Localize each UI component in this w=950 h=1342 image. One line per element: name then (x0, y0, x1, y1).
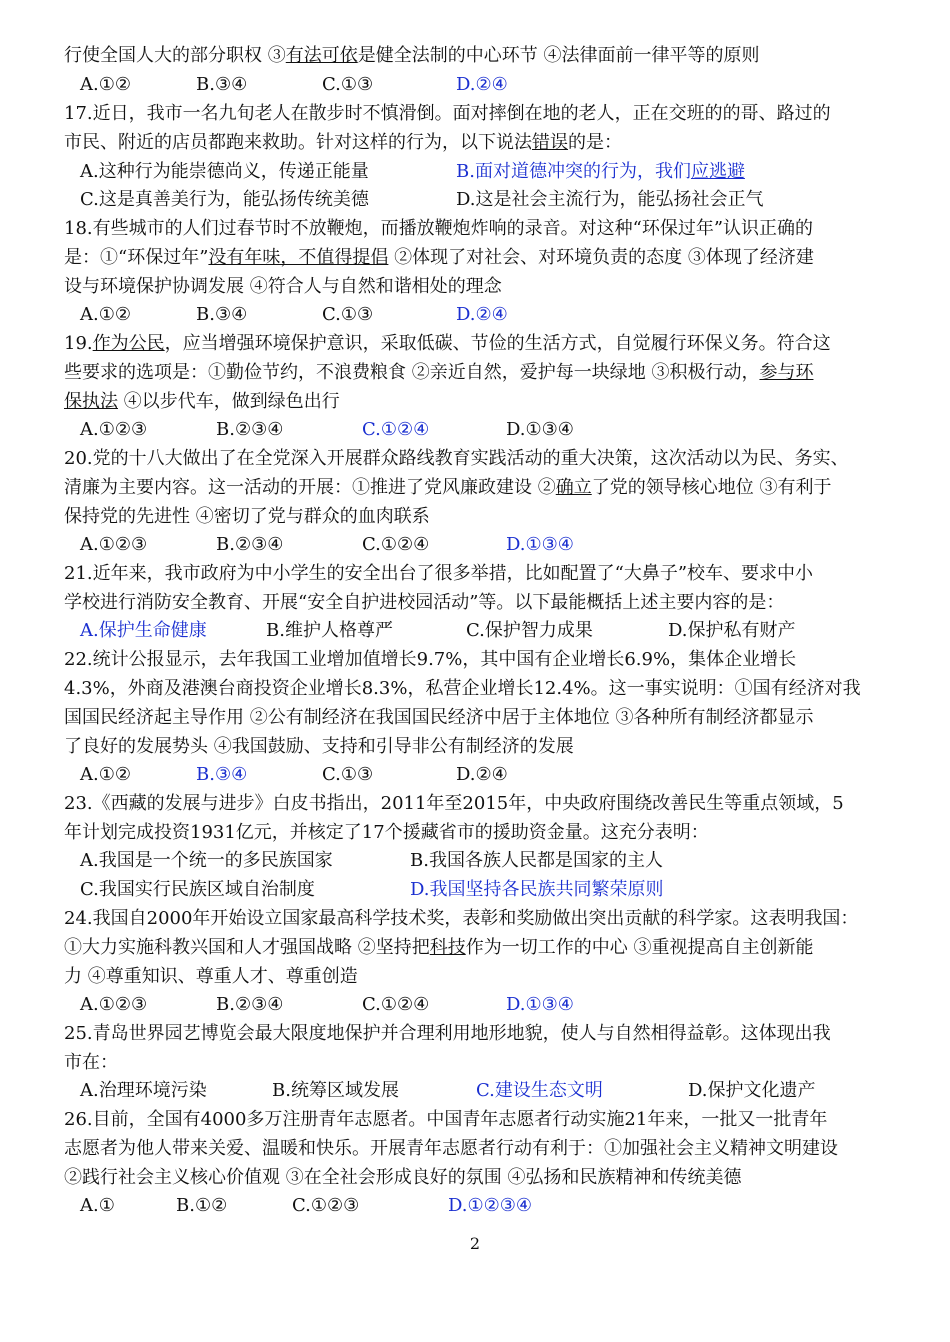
answer-option: C.①③ (322, 74, 374, 95)
answer-option: B.②③④ (216, 419, 284, 440)
underlined-text: 作为公民 (92, 333, 165, 354)
answer-option: C.①②③ (292, 1195, 360, 1216)
answer-option: A.①② (80, 764, 131, 785)
answer-option-correct: A.保护生命健康 (80, 620, 207, 641)
answer-option: A.①② (80, 304, 131, 325)
answer-option: D.保护文化遗产 (688, 1080, 816, 1101)
answer-option: D.②④ (456, 764, 508, 785)
question-text-line: 力 ④尊重知识、尊重人才、尊重创造 (64, 966, 358, 987)
answer-option: C.①②④ (362, 994, 430, 1015)
answer-option: A.我国是一个统一的多民族国家 (80, 850, 333, 871)
answer-option-correct: D.②④ (456, 304, 508, 325)
question-text-line: 17.近日，我市一名九旬老人在散步时不慎滑倒。面对摔倒在地的老人，正在交班的的哥、路过的 (64, 103, 831, 124)
answer-option: A.① (80, 1195, 115, 1216)
answer-option: B.②③④ (216, 994, 284, 1015)
answer-option: C.这是真善美行为，能弘扬传统美德 (80, 189, 369, 210)
answer-option: C.①③ (322, 764, 374, 785)
answer-option-correct: C.建设生态文明 (476, 1080, 603, 1101)
answer-option: B.①② (176, 1195, 228, 1216)
answer-option: B.③④ (196, 74, 248, 95)
answer-option: B.②③④ (216, 534, 284, 555)
question-text-line: 21.近年来，我市政府为中小学生的安全出台了很多举措，比如配置了“大鼻子”校车、要求中小 (64, 563, 814, 584)
underlined-text: 有法可依 (285, 45, 358, 66)
answer-option-correct: B.面对道德冲突的行为，我们应逃避 (456, 161, 745, 182)
answer-option: A.①② (80, 74, 131, 95)
answer-option-correct: D.①②③④ (448, 1195, 533, 1216)
question-text-line: 保执法 ④以步代车，做到绿色出行 (64, 391, 340, 412)
answer-option: C.我国实行民族区域自治制度 (80, 879, 315, 900)
answer-option: B.统筹区域发展 (272, 1080, 399, 1101)
question-text-line: 19.作为公民，应当增强环境保护意识，采取低碳、节俭的生活方式，自觉履行环保义务。符合这 (64, 333, 831, 354)
question-text-line: ②践行社会主义核心价值观 ③在全社会形成良好的氛围 ④弘扬和民族精神和传统美德 (64, 1167, 742, 1188)
answer-option: C.①②④ (362, 534, 430, 555)
question-text-line: 了良好的发展势头 ④我国鼓励、支持和引导非公有制经济的发展 (64, 736, 574, 757)
question-text-line: 年计划完成投资1931亿元，并核定了17个援藏省市的援助资金量。这充分表明： (64, 822, 709, 843)
answer-option: D.保护私有财产 (668, 620, 796, 641)
answer-option-correct: C.①②④ (362, 419, 430, 440)
question-text-line: 国国民经济起主导作用 ②公有制经济在我国国民经济中居于主体地位 ③各种所有制经济都显示 (64, 707, 814, 728)
answer-option: B.我国各族人民都是国家的主人 (410, 850, 663, 871)
answer-option-correct: D.①③④ (506, 994, 574, 1015)
question-text-line: 23.《西藏的发展与进步》白皮书指出，2011年至2015年，中央政府围绕改善民生等重点领域，5 (64, 793, 844, 814)
question-text-line: 22.统计公报显示，去年我国工业增加值增长9.7%，其中国有企业增长6.9%，集体企业增长 (64, 649, 797, 670)
underlined-text: 没有年味，不值得提倡 (208, 247, 389, 268)
underlined-text: 错误 (532, 132, 568, 153)
question-text-line: 26.目前，全国有4000多万注册青年志愿者。中国青年志愿者行动实施21年来，一批又一批青年 (64, 1109, 828, 1130)
question-text-line: 市民、附近的店员都跑来救助。针对这样的行为，以下说法错误的是： (64, 132, 622, 153)
answer-option: A.治理环境污染 (80, 1080, 207, 1101)
question-text-line: 18.有些城市的人们过春节时不放鞭炮，而播放鞭炮炸响的录音。对这种“环保过年”认识正确的 (64, 218, 814, 239)
answer-option: A.这种行为能崇德尚义，传递正能量 (80, 161, 369, 182)
answer-option-correct: D.②④ (456, 74, 508, 95)
question-text-line: 设与环境保护协调发展 ④符合人与自然和谐相处的理念 (64, 276, 502, 297)
answer-option: A.①②③ (80, 994, 148, 1015)
question-text-line: 20.党的十八大做出了在全党深入开展群众路线教育实践活动的重大决策，这次活动以为民、务实、 (64, 448, 849, 469)
question-text-line: 行使全国人大的部分职权 ③有法可依是健全法制的中心环节 ④法律面前一律平等的原则 (64, 45, 760, 66)
answer-option: C.①③ (322, 304, 374, 325)
answer-option: D.①③④ (506, 419, 574, 440)
underlined-text: 参与环 (759, 362, 814, 383)
answer-option: B.③④ (196, 304, 248, 325)
question-text-line: 学校进行消防安全教育、开展“安全自护进校园活动”等。以下最能概括上述主要内容的是： (64, 592, 785, 613)
question-text-line: 保持党的先进性 ④密切了党与群众的血肉联系 (64, 506, 430, 527)
underlined-text: 应逃避 (690, 161, 745, 182)
underlined-text: 确立 (555, 477, 592, 498)
underlined-text: 保执法 (64, 391, 118, 412)
question-text-line: 24.我国自2000年开始设立国家最高科学技术奖，表彰和奖励做出突出贡献的科学家。这表明我国： (64, 908, 859, 929)
question-text-line: 4.3%，外商及港澳台商投资企业增长8.3%，私营企业增长12.4%。这一事实说明：①国有经济对我 (64, 678, 861, 699)
question-text-line: 些要求的选项是：①勤俭节约，不浪费粮食 ②亲近自然，爱护每一块绿地 ③积极行动，参与环 (64, 362, 814, 383)
answer-option-correct: D.①③④ (506, 534, 574, 555)
question-text-line: ①大力实施科教兴国和人才强国战略 ②坚持把科技作为一切工作的中心 ③重视提高自主创新能 (64, 937, 814, 958)
answer-option: B.维护人格尊严 (266, 620, 393, 641)
underlined-text: 科技 (429, 937, 466, 958)
question-text-line: 25.青岛世界园艺博览会最大限度地保护并合理利用地形地貌，使人与自然相得益彰。这体现出我 (64, 1023, 831, 1044)
question-text-line: 市在： (64, 1052, 118, 1073)
page-number: 2 (469, 1234, 481, 1253)
answer-option: D.这是社会主流行为，能弘扬社会正气 (456, 189, 764, 210)
answer-option: A.①②③ (80, 534, 148, 555)
answer-option-correct: D.我国坚持各民族共同繁荣原则 (410, 879, 664, 900)
question-text-line: 是：①“环保过年”没有年味，不值得提倡 ②体现了对社会、对环境负责的态度 ③体现了经济建 (64, 247, 814, 268)
answer-option: C.保护智力成果 (466, 620, 593, 641)
answer-option-correct: B.③④ (196, 764, 248, 785)
question-text-line: 清廉为主要内容。这一活动的开展：①推进了党风廉政建设 ②确立了党的领导核心地位 ③有利于 (64, 477, 832, 498)
answer-option: A.①②③ (80, 419, 148, 440)
question-text-line: 志愿者为他人带来关爱、温暖和快乐。开展青年志愿者行动有利于：①加强社会主义精神文明建设 (64, 1138, 838, 1159)
